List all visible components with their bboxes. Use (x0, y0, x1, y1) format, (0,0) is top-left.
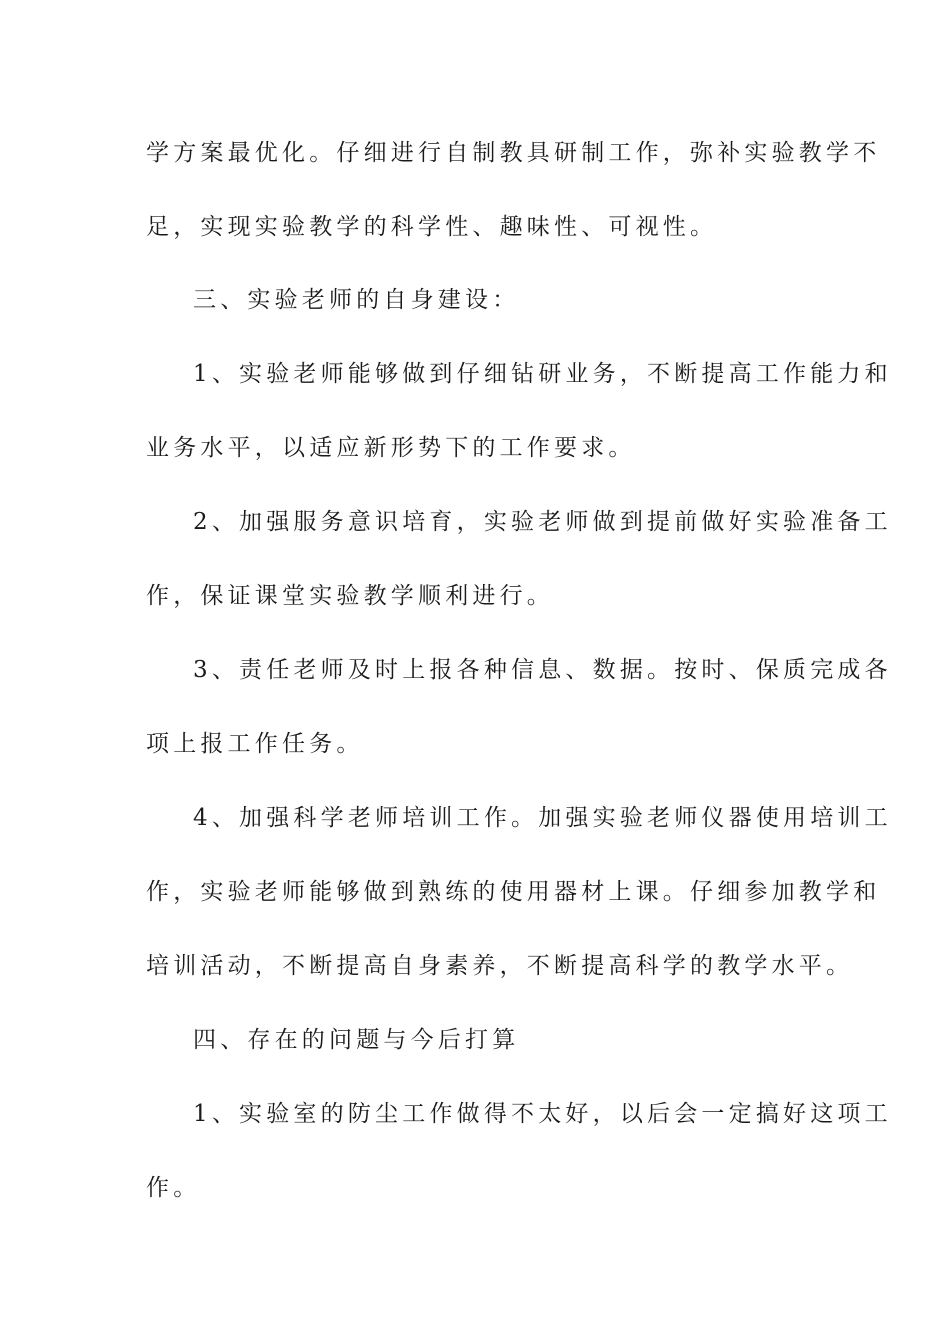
text-line: 2、加强服务意识培育，实验老师做到提前做好实验准备工 (193, 509, 892, 535)
text-line: 作，实验老师能够做到熟练的使用器材上课。仔细参加教学和 (146, 879, 881, 905)
text-line: 培训活动，不断提高自身素养，不断提高科学的教学水平。 (146, 953, 854, 979)
section-heading: 四、存在的问题与今后打算 (193, 1027, 520, 1053)
text-line: 4、加强科学老师培训工作。加强实验老师仪器使用培训工 (193, 805, 892, 831)
text-line: 作。 (146, 1175, 201, 1201)
text-line: 项上报工作任务。 (146, 731, 364, 757)
text-line: 足，实现实验教学的科学性、趣味性、可视性。 (146, 214, 718, 240)
text-line: 业务水平，以适应新形势下的工作要求。 (146, 435, 636, 461)
section-heading: 三、实验老师的自身建设： (193, 287, 520, 313)
text-line: 作，保证课堂实验教学顺利进行。 (146, 583, 554, 609)
text-line: 学方案最优化。仔细进行自制教具研制工作，弥补实验教学不 (146, 140, 881, 166)
text-line: 1、实验老师能够做到仔细钻研业务，不断提高工作能力和 (193, 361, 892, 387)
text-line: 3、责任老师及时上报各种信息、数据。按时、保质完成各 (193, 657, 892, 683)
text-line: 1、实验室的防尘工作做得不太好，以后会一定搞好这项工 (193, 1101, 892, 1127)
